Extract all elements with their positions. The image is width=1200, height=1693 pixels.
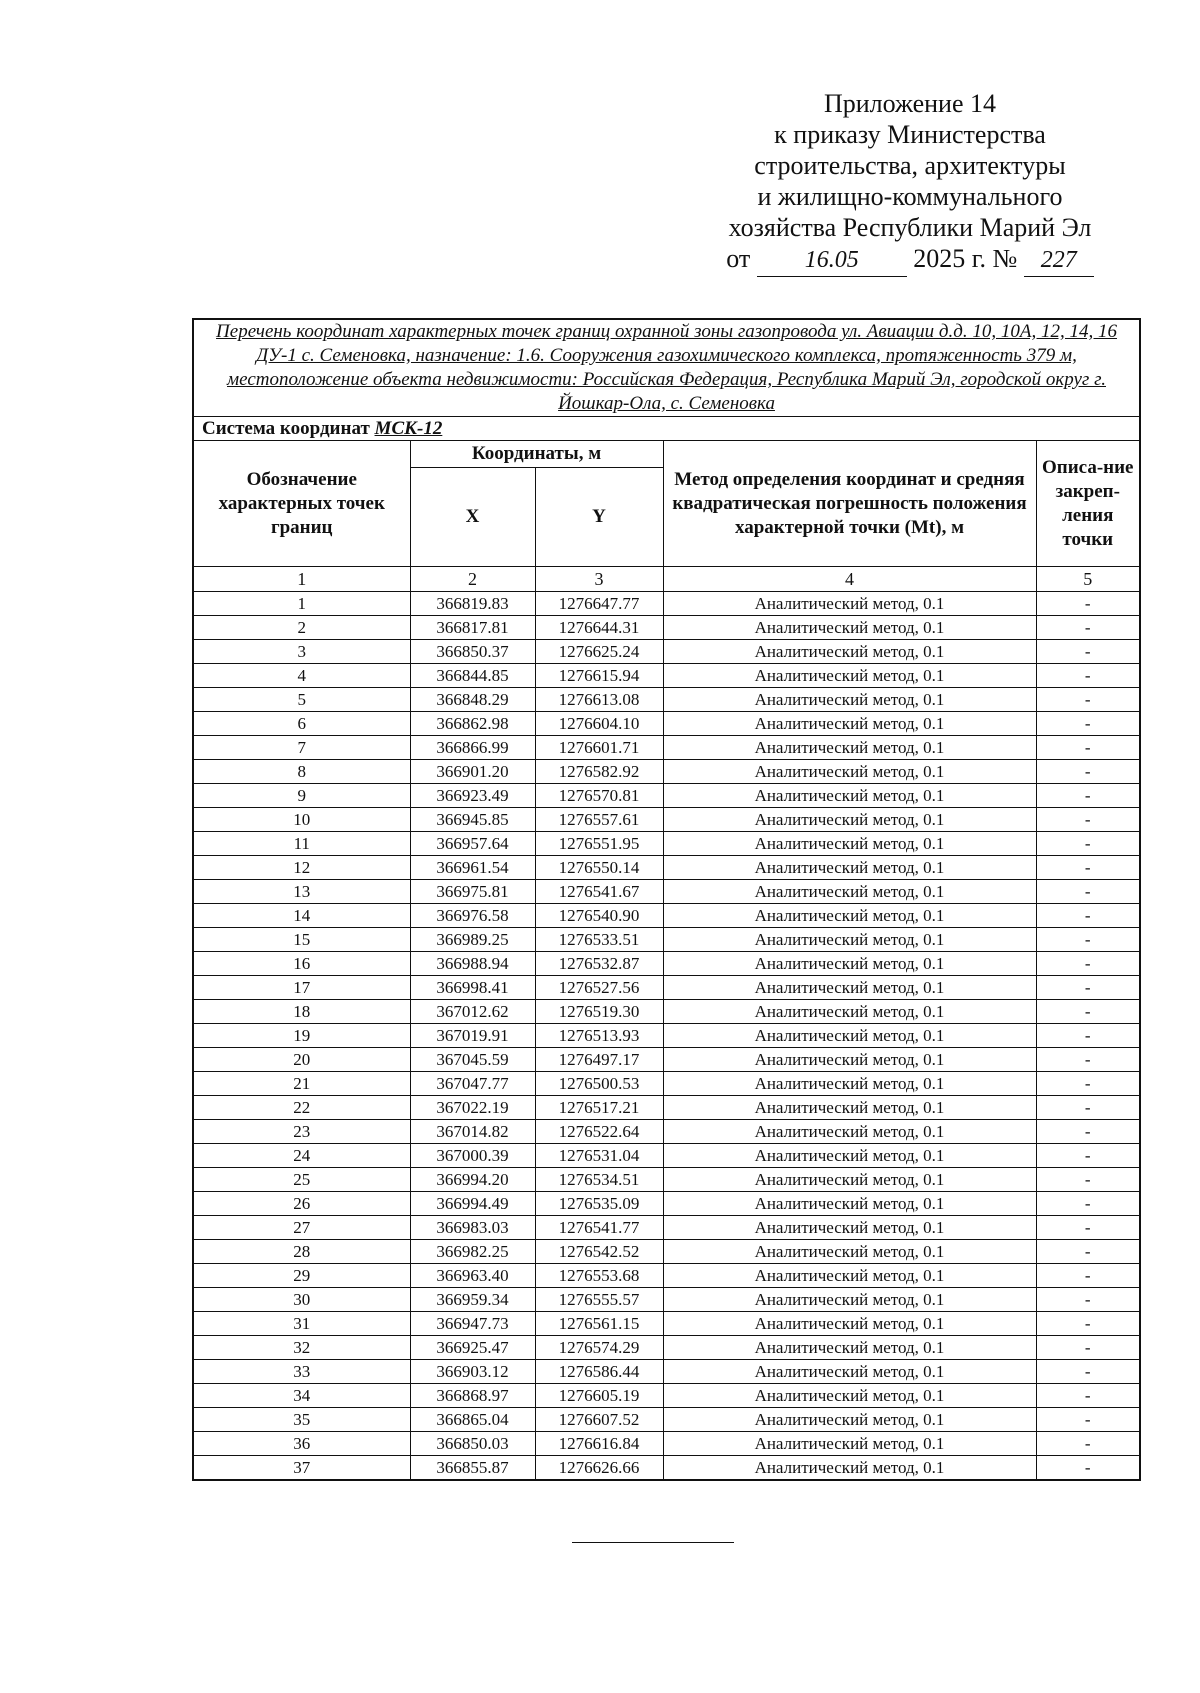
coord-x: 366945.85 [410, 808, 535, 832]
table-row [193, 808, 1140, 832]
coord-x: 366975.81 [410, 880, 535, 904]
point-number: 31 [193, 1312, 410, 1336]
table-row [193, 1072, 1140, 1096]
coord-x: 366947.73 [410, 1312, 535, 1336]
coord-y: 1276541.67 [535, 880, 663, 904]
point-number: 25 [193, 1168, 410, 1192]
column-number: 2 [410, 567, 535, 592]
coord-y: 1276626.66 [535, 1456, 663, 1481]
footer-divider [572, 1542, 734, 1543]
table-row [193, 832, 1140, 856]
table-row [193, 760, 1140, 784]
method: Аналитический метод, 0.1 [663, 736, 1036, 760]
table-row [193, 1432, 1140, 1456]
method: Аналитический метод, 0.1 [663, 1240, 1036, 1264]
coord-x: 366994.49 [410, 1192, 535, 1216]
table-row [193, 640, 1140, 664]
coord-x: 366989.25 [410, 928, 535, 952]
description: - [1036, 736, 1140, 760]
description: - [1036, 928, 1140, 952]
point-number: 32 [193, 1336, 410, 1360]
method: Аналитический метод, 0.1 [663, 1072, 1036, 1096]
point-number: 4 [193, 664, 410, 688]
method: Аналитический метод, 0.1 [663, 1408, 1036, 1432]
method: Аналитический метод, 0.1 [663, 712, 1036, 736]
coord-y: 1276517.21 [535, 1096, 663, 1120]
table-row [193, 856, 1140, 880]
table-row [193, 1024, 1140, 1048]
description: - [1036, 1000, 1140, 1024]
description: - [1036, 1024, 1140, 1048]
table-row [193, 1096, 1140, 1120]
coord-x: 366983.03 [410, 1216, 535, 1240]
table-row [193, 664, 1140, 688]
annex-ministry-line-3: хозяйства Республики Марий Эл [728, 213, 1092, 242]
header-point: Обозначение характерных точек границ [193, 441, 410, 567]
description: - [1036, 904, 1140, 928]
coord-x: 366850.03 [410, 1432, 535, 1456]
coord-y: 1276522.64 [535, 1120, 663, 1144]
coord-y: 1276555.57 [535, 1288, 663, 1312]
order-number: 227 [1024, 245, 1094, 277]
coord-x: 366994.20 [410, 1168, 535, 1192]
coord-x: 366957.64 [410, 832, 535, 856]
method: Аналитический метод, 0.1 [663, 1216, 1036, 1240]
column-number: 5 [1036, 567, 1140, 592]
table-row [193, 1192, 1140, 1216]
coord-x: 366862.98 [410, 712, 535, 736]
method: Аналитический метод, 0.1 [663, 976, 1036, 1000]
description: - [1036, 1312, 1140, 1336]
point-number: 9 [193, 784, 410, 808]
column-number-row [193, 567, 1140, 592]
system-label: Система координат [202, 417, 370, 439]
coord-x: 366848.29 [410, 688, 535, 712]
point-number: 21 [193, 1072, 410, 1096]
annex-order-line: к приказу Министерства [774, 120, 1046, 149]
point-number: 22 [193, 1096, 410, 1120]
point-number: 23 [193, 1120, 410, 1144]
table-row [193, 1312, 1140, 1336]
method: Аналитический метод, 0.1 [663, 616, 1036, 640]
coord-x: 366963.40 [410, 1264, 535, 1288]
method: Аналитический метод, 0.1 [663, 1336, 1036, 1360]
method: Аналитический метод, 0.1 [663, 1096, 1036, 1120]
header-method: Метод определения координат и средняя квадратическая погрешность положения характерной точки (Mt), м [663, 441, 1036, 567]
point-number: 13 [193, 880, 410, 904]
coord-y: 1276607.52 [535, 1408, 663, 1432]
description: - [1036, 1192, 1140, 1216]
description: - [1036, 1144, 1140, 1168]
coord-y: 1276557.61 [535, 808, 663, 832]
description: - [1036, 1456, 1140, 1481]
table-row [193, 592, 1140, 616]
coord-x: 367019.91 [410, 1024, 535, 1048]
table-row [193, 1216, 1140, 1240]
description: - [1036, 616, 1140, 640]
annex-date-line [690, 243, 1130, 277]
method: Аналитический метод, 0.1 [663, 760, 1036, 784]
point-number: 1 [193, 592, 410, 616]
coord-y: 1276625.24 [535, 640, 663, 664]
coord-y: 1276644.31 [535, 616, 663, 640]
point-number: 37 [193, 1456, 410, 1481]
table-row [193, 1048, 1140, 1072]
point-number: 11 [193, 832, 410, 856]
coord-x: 366976.58 [410, 904, 535, 928]
table-row [193, 616, 1140, 640]
description: - [1036, 880, 1140, 904]
description: - [1036, 1072, 1140, 1096]
coordinate-system [193, 417, 1140, 441]
coord-x: 367047.77 [410, 1072, 535, 1096]
table-row [193, 1120, 1140, 1144]
coord-x: 367000.39 [410, 1144, 535, 1168]
coord-x: 366959.34 [410, 1288, 535, 1312]
table-row [193, 712, 1140, 736]
coord-x: 366868.97 [410, 1384, 535, 1408]
method: Аналитический метод, 0.1 [663, 1000, 1036, 1024]
year-text: 2025 г. № [913, 244, 1018, 273]
table-row [193, 736, 1140, 760]
method: Аналитический метод, 0.1 [663, 1192, 1036, 1216]
description: - [1036, 1120, 1140, 1144]
point-number: 8 [193, 760, 410, 784]
table-row [193, 688, 1140, 712]
point-number: 34 [193, 1384, 410, 1408]
description: - [1036, 592, 1140, 616]
description: - [1036, 784, 1140, 808]
point-number: 5 [193, 688, 410, 712]
point-number: 14 [193, 904, 410, 928]
coord-x: 366982.25 [410, 1240, 535, 1264]
point-number: 10 [193, 808, 410, 832]
coord-y: 1276535.09 [535, 1192, 663, 1216]
description: - [1036, 808, 1140, 832]
description: - [1036, 1096, 1140, 1120]
coord-y: 1276604.10 [535, 712, 663, 736]
table-row [193, 1456, 1140, 1481]
table-body [193, 592, 1140, 1481]
point-number: 33 [193, 1360, 410, 1384]
description: - [1036, 640, 1140, 664]
coord-y: 1276541.77 [535, 1216, 663, 1240]
coord-y: 1276613.08 [535, 688, 663, 712]
header-y: Y [535, 468, 663, 567]
coord-y: 1276519.30 [535, 1000, 663, 1024]
point-number: 35 [193, 1408, 410, 1432]
description: - [1036, 976, 1140, 1000]
point-number: 26 [193, 1192, 410, 1216]
coord-y: 1276513.93 [535, 1024, 663, 1048]
method: Аналитический метод, 0.1 [663, 1456, 1036, 1481]
description: - [1036, 688, 1140, 712]
method: Аналитический метод, 0.1 [663, 664, 1036, 688]
table-row [193, 1144, 1140, 1168]
method: Аналитический метод, 0.1 [663, 1168, 1036, 1192]
description: - [1036, 1168, 1140, 1192]
point-number: 36 [193, 1432, 410, 1456]
method: Аналитический метод, 0.1 [663, 856, 1036, 880]
coord-y: 1276542.52 [535, 1240, 663, 1264]
method: Аналитический метод, 0.1 [663, 1432, 1036, 1456]
coordinates-table [192, 318, 1141, 1481]
description: - [1036, 1240, 1140, 1264]
table-row [193, 1240, 1140, 1264]
description: - [1036, 712, 1140, 736]
coord-y: 1276615.94 [535, 664, 663, 688]
method: Аналитический метод, 0.1 [663, 1120, 1036, 1144]
header-desc: Описа-ние закреп-ления точки [1036, 441, 1140, 567]
method: Аналитический метод, 0.1 [663, 688, 1036, 712]
coord-y: 1276497.17 [535, 1048, 663, 1072]
method: Аналитический метод, 0.1 [663, 592, 1036, 616]
table-row [193, 1000, 1140, 1024]
header-coords: Координаты, м [410, 441, 663, 468]
point-number: 12 [193, 856, 410, 880]
coord-y: 1276532.87 [535, 952, 663, 976]
date-value: 16.05 [757, 245, 907, 277]
point-number: 30 [193, 1288, 410, 1312]
point-number: 3 [193, 640, 410, 664]
annex-title: Приложение 14 [823, 89, 997, 118]
coord-x: 366961.54 [410, 856, 535, 880]
point-number: 18 [193, 1000, 410, 1024]
table-heading: Перечень координат характерных точек границ охранной зоны газопровода ул. Авиации д.д. 10, 10А, 12, 14, 16 ДУ-1 с. Семеновка, назначение: 1.6. Сооружения газохимического комплекса, протяженность 379 м, местоположение объекта недвижимости: Российская Федерация, Республика Марий Эл, городской округ г. Йошкар-Ола, с. Семеновка [193, 319, 1140, 417]
method: Аналитический метод, 0.1 [663, 808, 1036, 832]
coord-y: 1276534.51 [535, 1168, 663, 1192]
header-x: X [410, 468, 535, 567]
description: - [1036, 664, 1140, 688]
description: - [1036, 952, 1140, 976]
method: Аналитический метод, 0.1 [663, 1144, 1036, 1168]
method: Аналитический метод, 0.1 [663, 1024, 1036, 1048]
table-row [193, 1336, 1140, 1360]
coord-y: 1276500.53 [535, 1072, 663, 1096]
point-number: 19 [193, 1024, 410, 1048]
system-value: МСК-12 [374, 417, 443, 439]
coord-x: 367045.59 [410, 1048, 535, 1072]
coord-x: 366998.41 [410, 976, 535, 1000]
column-number: 1 [193, 567, 410, 592]
description: - [1036, 1216, 1140, 1240]
coord-x: 366819.83 [410, 592, 535, 616]
coord-y: 1276605.19 [535, 1384, 663, 1408]
coord-x: 366817.81 [410, 616, 535, 640]
coord-x: 367012.62 [410, 1000, 535, 1024]
description: - [1036, 1432, 1140, 1456]
coord-y: 1276616.84 [535, 1432, 663, 1456]
description: - [1036, 1408, 1140, 1432]
coord-y: 1276601.71 [535, 736, 663, 760]
table-row [193, 976, 1140, 1000]
point-number: 24 [193, 1144, 410, 1168]
column-number: 3 [535, 567, 663, 592]
point-number: 17 [193, 976, 410, 1000]
column-number: 4 [663, 567, 1036, 592]
table-row [193, 784, 1140, 808]
coord-y: 1276561.15 [535, 1312, 663, 1336]
method: Аналитический метод, 0.1 [663, 904, 1036, 928]
coord-x: 366901.20 [410, 760, 535, 784]
table-row [193, 880, 1140, 904]
method: Аналитический метод, 0.1 [663, 928, 1036, 952]
method: Аналитический метод, 0.1 [663, 640, 1036, 664]
coord-x: 366925.47 [410, 1336, 535, 1360]
coord-y: 1276574.29 [535, 1336, 663, 1360]
coord-x: 366844.85 [410, 664, 535, 688]
table-row [193, 928, 1140, 952]
coord-y: 1276582.92 [535, 760, 663, 784]
table-row [193, 904, 1140, 928]
method: Аналитический метод, 0.1 [663, 1384, 1036, 1408]
description: - [1036, 1048, 1140, 1072]
table-row [193, 1384, 1140, 1408]
coord-x: 366850.37 [410, 640, 535, 664]
table-row [193, 1264, 1140, 1288]
annex-ministry-line-2: и жилищно-коммунального [757, 182, 1063, 211]
method: Аналитический метод, 0.1 [663, 784, 1036, 808]
method: Аналитический метод, 0.1 [663, 880, 1036, 904]
table-row [193, 1408, 1140, 1432]
table-row [193, 1360, 1140, 1384]
method: Аналитический метод, 0.1 [663, 1048, 1036, 1072]
description: - [1036, 832, 1140, 856]
point-number: 28 [193, 1240, 410, 1264]
coord-y: 1276553.68 [535, 1264, 663, 1288]
point-number: 29 [193, 1264, 410, 1288]
point-number: 20 [193, 1048, 410, 1072]
description: - [1036, 1384, 1140, 1408]
table-row [193, 1168, 1140, 1192]
coord-y: 1276531.04 [535, 1144, 663, 1168]
point-number: 16 [193, 952, 410, 976]
coord-x: 366903.12 [410, 1360, 535, 1384]
point-number: 7 [193, 736, 410, 760]
coord-x: 366988.94 [410, 952, 535, 976]
point-number: 27 [193, 1216, 410, 1240]
coord-y: 1276570.81 [535, 784, 663, 808]
method: Аналитический метод, 0.1 [663, 952, 1036, 976]
annex-ministry-line-1: строительства, архитектуры [754, 151, 1066, 180]
coord-x: 367022.19 [410, 1096, 535, 1120]
coord-y: 1276586.44 [535, 1360, 663, 1384]
point-number: 15 [193, 928, 410, 952]
method: Аналитический метод, 0.1 [663, 1288, 1036, 1312]
coord-x: 366923.49 [410, 784, 535, 808]
table-row [193, 952, 1140, 976]
description: - [1036, 760, 1140, 784]
coord-x: 367014.82 [410, 1120, 535, 1144]
method: Аналитический метод, 0.1 [663, 1312, 1036, 1336]
coord-y: 1276550.14 [535, 856, 663, 880]
coord-y: 1276647.77 [535, 592, 663, 616]
description: - [1036, 1360, 1140, 1384]
point-number: 2 [193, 616, 410, 640]
coord-x: 366866.99 [410, 736, 535, 760]
coord-y: 1276533.51 [535, 928, 663, 952]
table-row [193, 1288, 1140, 1312]
coord-y: 1276527.56 [535, 976, 663, 1000]
annex-header [690, 88, 1130, 277]
description: - [1036, 856, 1140, 880]
date-prefix: от [726, 244, 751, 273]
coord-x: 366865.04 [410, 1408, 535, 1432]
description: - [1036, 1288, 1140, 1312]
coord-y: 1276551.95 [535, 832, 663, 856]
method: Аналитический метод, 0.1 [663, 1264, 1036, 1288]
coord-y: 1276540.90 [535, 904, 663, 928]
description: - [1036, 1336, 1140, 1360]
coord-x: 366855.87 [410, 1456, 535, 1481]
point-number: 6 [193, 712, 410, 736]
method: Аналитический метод, 0.1 [663, 1360, 1036, 1384]
method: Аналитический метод, 0.1 [663, 832, 1036, 856]
description: - [1036, 1264, 1140, 1288]
